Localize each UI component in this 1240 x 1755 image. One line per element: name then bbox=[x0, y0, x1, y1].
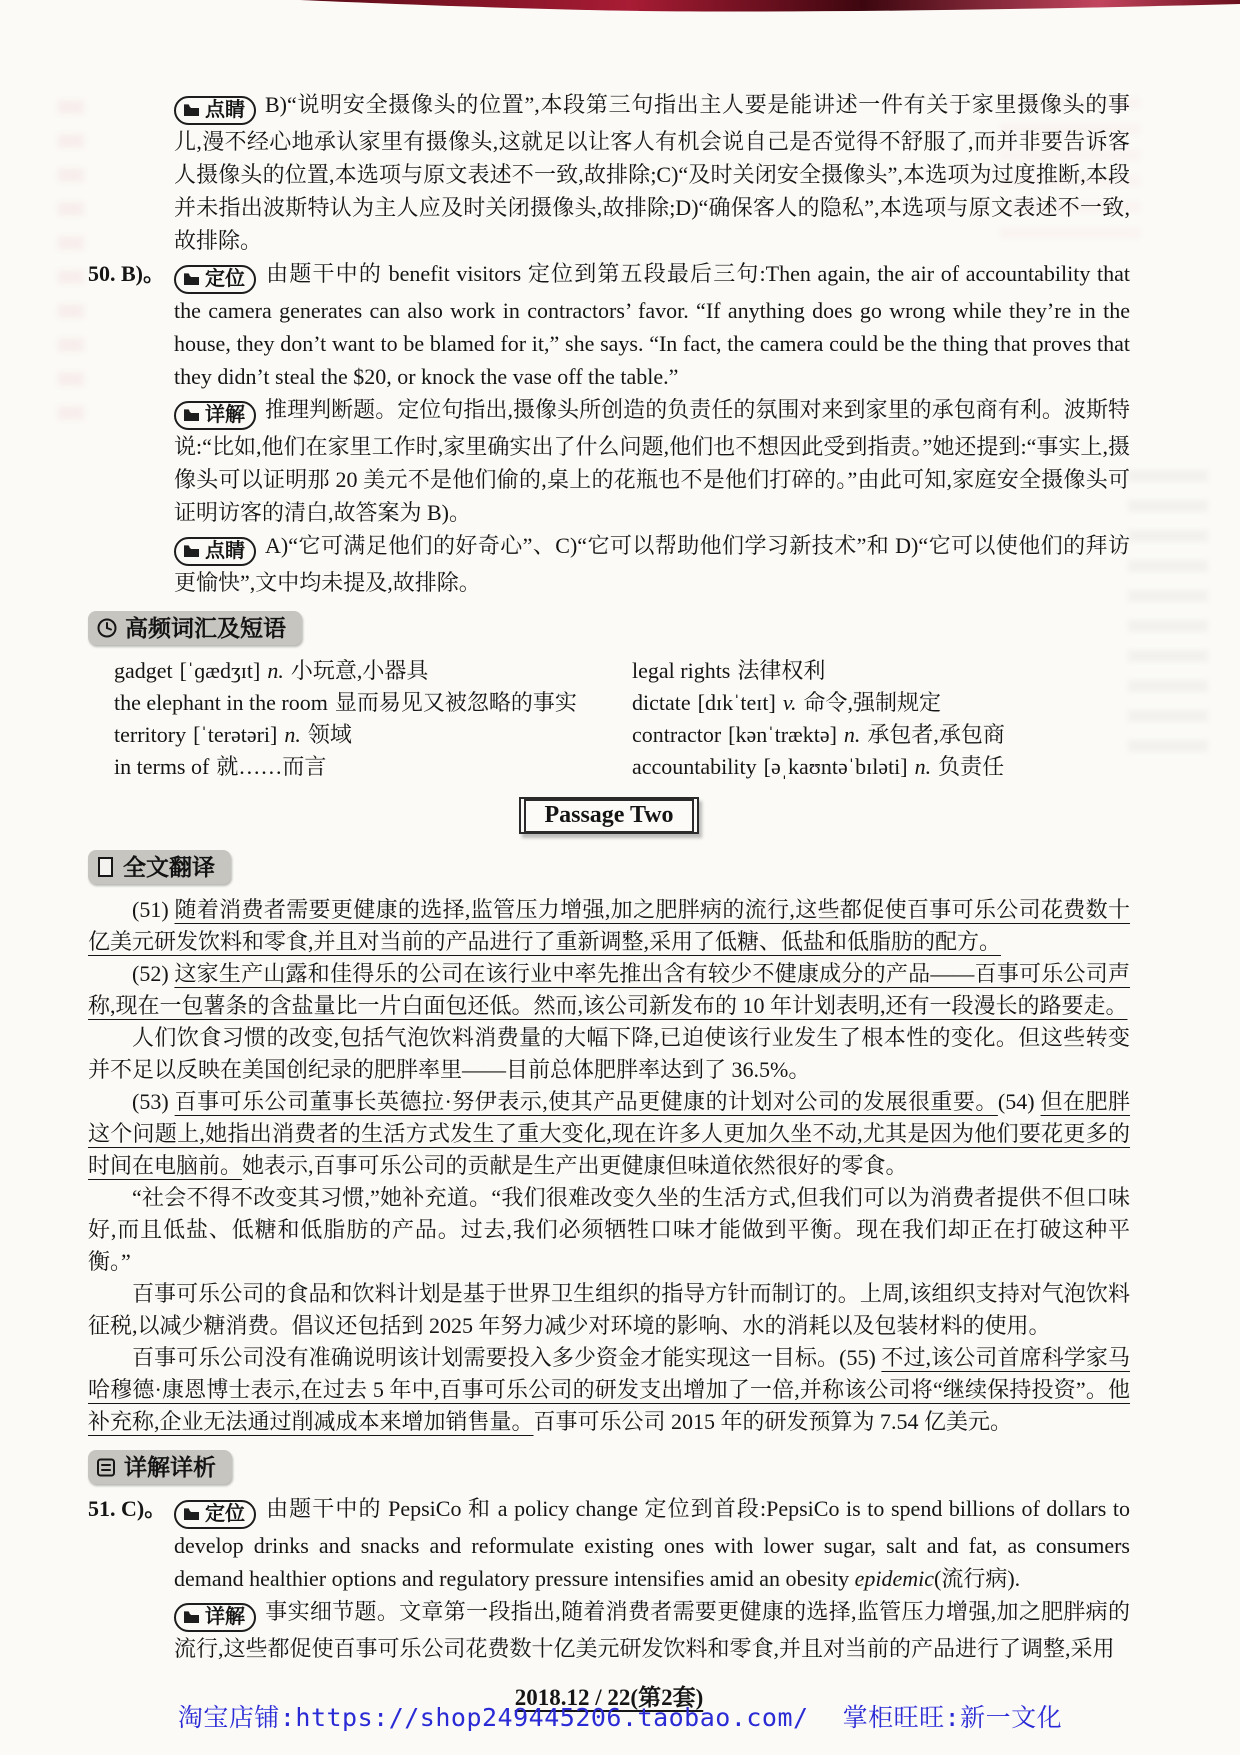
q50-locate-paragraph bbox=[174, 257, 1130, 393]
plain-sentence: 百事可乐公司 2015 年的研发预算为 7.54 亿美元。 bbox=[533, 1409, 1013, 1434]
clock-icon bbox=[96, 617, 118, 639]
vocab-definition: 领域 bbox=[307, 722, 352, 747]
vocab-item bbox=[632, 719, 1130, 751]
vocab-phonetic: [əˌkaʊntəˈbɪləti] bbox=[763, 754, 908, 779]
q50-detail-paragraph bbox=[174, 393, 1130, 529]
q51-locate-paragraph bbox=[174, 1492, 1130, 1595]
detail-badge-label: 详解 bbox=[205, 404, 245, 426]
vocab-definition: 命令,强制规定 bbox=[803, 690, 941, 715]
translation-paragraph-51 bbox=[88, 894, 1130, 958]
list-icon bbox=[96, 1457, 117, 1478]
translation-paragraph-55 bbox=[88, 1342, 1130, 1438]
tip-badge bbox=[174, 96, 256, 125]
q50-tip-paragraph bbox=[174, 529, 1130, 599]
vocab-list bbox=[114, 655, 1130, 783]
page-content bbox=[88, 88, 1130, 1712]
tip-badge-label: 点睛 bbox=[205, 540, 245, 562]
marker-55: (55) bbox=[839, 1345, 882, 1370]
translation-header-label: 全文翻译 bbox=[123, 854, 215, 880]
folder-icon bbox=[183, 408, 200, 422]
locate-badge-label: 定位 bbox=[205, 268, 245, 290]
vocab-pos: n. bbox=[267, 658, 284, 683]
translation-paragraph-52 bbox=[88, 958, 1130, 1022]
q50-number: 50. B)。 bbox=[88, 261, 166, 286]
vocab-right-column bbox=[632, 655, 1130, 783]
vocab-definition: 负责任 bbox=[938, 754, 1005, 779]
wangwang-label: 掌柜旺旺:新一文化 bbox=[842, 1703, 1063, 1732]
folder-icon bbox=[183, 544, 200, 558]
underlined-sentence: 但在肥胖这个问题上,她指出消费者的生活方式发生了重大变化,现在许多人更加久坐不动,尤其是因为他们要花更多的时间在电脑前。 bbox=[88, 1089, 1130, 1178]
tip-badge bbox=[174, 537, 256, 566]
marker-52: (52) bbox=[132, 961, 175, 986]
vocab-definition: 法律权利 bbox=[737, 658, 826, 683]
question-51 bbox=[88, 1492, 1130, 1665]
plain-sentence: 人们饮食习惯的改变,包括气泡饮料消费量的大幅下降,已迫使该行业发生了根本性的变化。但这些转变并不足以反映在美国创纪录的肥胖率里——目前总体肥胖率达到了 36.5%。 bbox=[88, 1025, 1130, 1082]
detail-badge bbox=[174, 401, 256, 430]
marker-53: (53) bbox=[132, 1089, 175, 1114]
vocab-term: accountability bbox=[632, 754, 757, 779]
vocab-term: territory bbox=[114, 722, 187, 747]
q49-tip-block bbox=[88, 88, 1130, 257]
vocab-definition: 就……而言 bbox=[216, 754, 327, 779]
q51-locate-text: 由题干中的 PepsiCo 和 a policy change 定位到首段:PepsiCo is to spend billions of dollars to develop drinks and snacks and reformulate existing ones with lower sugar, salt and fat, as consumers demand healthier options and regulatory pressure intensifies amid an obesity bbox=[174, 1496, 1130, 1591]
vocab-term: contractor bbox=[632, 722, 722, 747]
vocab-phonetic: [kənˈtræktə] bbox=[728, 722, 837, 747]
vocab-definition: 小玩意,小器具 bbox=[290, 658, 429, 683]
vocab-phonetic: [ˈɡædʒɪt] bbox=[179, 658, 261, 683]
q51-locate-gloss: (流行病). bbox=[934, 1566, 1021, 1591]
translation-paragraph-habits bbox=[88, 1022, 1130, 1086]
q49-tip-paragraph bbox=[174, 88, 1130, 257]
vocab-item bbox=[632, 751, 1130, 783]
folder-icon bbox=[183, 103, 200, 117]
passage-title-box bbox=[519, 797, 698, 834]
document-icon bbox=[96, 856, 116, 878]
underlined-sentence: 百事可乐公司董事长英德拉·努伊表示,使其产品更健康的计划对公司的发展很重要。 bbox=[174, 1089, 998, 1114]
shop-url: https://shop249445206.taobao.com/ bbox=[295, 1703, 809, 1732]
q49-tip-text: B)“说明安全摄像头的位置”,本段第三句指出主人要是能讲述一件有关于家里摄像头的事儿,漫不经心地承认家里有摄像头,这就足以让客人有机会说自己是否觉得不舒服了,而并非要告诉客人摄像头的位置,本选项与原文表述不一致,故排除;C)“及时关闭安全摄像头”,本选项为过度推断,本段并未指出波斯特认为主人应及时关闭摄像头,故排除;D)“确保客人的隐私”,本选项与原文表述不一致,故排除。 bbox=[174, 92, 1130, 253]
underlined-sentence: 不过,该公司首席科学家马哈穆德·康恩博士表示,在过去 5 年中,百事可乐公司的研发支出增加了一倍,并称该公司将“继续保持投资”。他补充称,企业无法通过削减成本来增加销售量。 bbox=[88, 1345, 1130, 1434]
passage-title: Passage Two bbox=[524, 799, 693, 833]
vocab-item bbox=[114, 719, 614, 751]
page-number-label: 2018.12 / 22(第2套) bbox=[514, 1685, 704, 1710]
vocab-item bbox=[632, 687, 1130, 719]
vocab-item bbox=[632, 655, 1130, 687]
translation-paragraph-who bbox=[88, 1278, 1130, 1342]
translation-paragraph-quote bbox=[88, 1182, 1130, 1278]
vocab-term: in terms of bbox=[114, 754, 210, 779]
vocab-section-header bbox=[88, 611, 302, 645]
underlined-sentence: 这家生产山露和佳得乐的公司在该行业中率先推出含有较少不健康成分的产品——百事可乐公司声称,现在一包薯条的含盐量比一片白面包还低。然而,该公司新发布的 10 年计划表明,还有一段漫长的路要走。 bbox=[88, 961, 1130, 1018]
vocab-phonetic: [dɪkˈteɪt] bbox=[697, 690, 776, 715]
vocab-pos: n. bbox=[914, 754, 932, 779]
vocab-item bbox=[114, 751, 614, 783]
locate-badge bbox=[174, 1500, 256, 1529]
folder-icon bbox=[183, 272, 200, 286]
shop-footer bbox=[0, 1698, 1240, 1734]
vocab-item bbox=[114, 687, 614, 719]
vocab-left-column bbox=[114, 655, 614, 783]
q51-detail-paragraph bbox=[174, 1595, 1130, 1665]
detail-badge-label: 详解 bbox=[205, 1606, 245, 1628]
passage-title-wrap bbox=[88, 797, 1130, 834]
tip-badge-label: 点睛 bbox=[205, 99, 245, 121]
vocab-term: the elephant in the room bbox=[114, 690, 328, 715]
plain-sentence: 她表示,百事可乐公司的贡献是生产出更健康但味道依然很好的零食。 bbox=[242, 1153, 908, 1178]
q51-detail-text: 事实细节题。文章第一段指出,随着消费者需要更健康的选择,监管压力增强,加之肥胖病的流行,这些都促使百事可乐公司花费数十亿美元研发饮料和零食,并且对当前的产品进行了调整,采用 bbox=[174, 1599, 1130, 1661]
shop-prefix-label: 淘宝店铺: bbox=[177, 1703, 296, 1732]
folder-icon bbox=[183, 1610, 200, 1624]
vocab-phonetic: [ˈterətəri] bbox=[193, 722, 278, 747]
q50-detail-text: 推理判断题。定位句指出,摄像头所创造的负责任的氛围对来到家里的承包商有利。波斯特说:“比如,他们在家里工作时,家里确实出了什么问题,他们也不想因此受到指责。”她还提到:“事实上,摄像头可以证明那 20 美元不是他们偷的,桌上的花瓶也不是他们打碎的。”由此可知,家庭安全摄像头可证明访客的清白,故答案为 B)。 bbox=[174, 397, 1130, 525]
folder-icon bbox=[183, 1507, 200, 1521]
q50-locate-text: 由题干中的 benefit visitors 定位到第五段最后三句:Then again, the air of accountability that the camera generates can also work in contractors’ favor. “If anything does go wrong while they’re in the house, they don’t want to be blamed for it,” she says. “In fact, the camera could be the thing that proves that they didn’t steal the $20, or knock the vase off the table.” bbox=[174, 261, 1130, 389]
vocab-definition: 承包者,承包商 bbox=[867, 722, 1005, 747]
plain-sentence: 百事可乐公司没有准确说明该计划需要投入多少资金才能实现这一目标。 bbox=[132, 1345, 840, 1370]
translation-section-header bbox=[88, 850, 231, 884]
q49-number-spacer bbox=[88, 88, 174, 257]
vocab-pos: v. bbox=[782, 690, 797, 715]
scan-edge-artifact bbox=[0, 0, 1240, 16]
analysis-section-header bbox=[88, 1450, 232, 1484]
scan-smudge bbox=[58, 100, 84, 430]
plain-sentence: 百事可乐公司的食品和饮料计划是基于世界卫生组织的指导方针而制订的。上周,该组织支持对气泡饮料征税,以减少糖消费。倡议还包括到 2025 年努力减少对环境的影响、水的消耗以及包装材料的使用。 bbox=[88, 1281, 1130, 1338]
detail-badge bbox=[174, 1603, 256, 1632]
vocab-term: dictate bbox=[632, 690, 691, 715]
underlined-sentence: 随着消费者需要更健康的选择,监管压力增强,加之肥胖病的流行,这些都促使百事可乐公司花费数十亿美元研发饮料和零食,并且对当前的产品进行了重新调整,采用了低糖、低盐和低脂肪的配方。 bbox=[88, 897, 1130, 954]
locate-badge-label: 定位 bbox=[205, 1503, 245, 1525]
analysis-header-label: 详解详析 bbox=[124, 1454, 216, 1480]
marker-51: (51) bbox=[132, 897, 175, 922]
vocab-term: legal rights bbox=[632, 658, 731, 683]
vocab-term: gadget bbox=[114, 658, 173, 683]
locate-badge bbox=[174, 265, 256, 294]
question-50 bbox=[88, 257, 1130, 599]
vocab-definition: 显而易见又被忽略的事实 bbox=[334, 690, 577, 715]
translation-text bbox=[88, 894, 1130, 1438]
q51-number: 51. C)。 bbox=[88, 1496, 167, 1521]
scan-smudge bbox=[1128, 470, 1208, 770]
vocab-pos: n. bbox=[284, 722, 301, 747]
marker-54: (54) bbox=[997, 1089, 1041, 1114]
q51-epidemic-italic: epidemic bbox=[854, 1566, 934, 1591]
vocab-pos: n. bbox=[843, 722, 861, 747]
q50-tip-text: A)“它可满足他们的好奇心”、C)“它可以帮助他们学习新技术”和 D)“它可以使他们的拜访更愉快”,文中均未提及,故排除。 bbox=[174, 533, 1130, 595]
vocab-item bbox=[114, 655, 614, 687]
plain-sentence: “社会不得不改变其习惯,”她补充道。“我们很难改变久坐的生活方式,但我们可以为消费者提供不但口味好,而且低盐、低糖和低脂肪的产品。过去,我们必须牺牲口味才能做到平衡。现在我们却正在打破这种平衡。” bbox=[88, 1185, 1130, 1274]
translation-paragraph-53-54 bbox=[88, 1086, 1130, 1182]
vocab-header-label: 高频词汇及短语 bbox=[125, 615, 286, 641]
